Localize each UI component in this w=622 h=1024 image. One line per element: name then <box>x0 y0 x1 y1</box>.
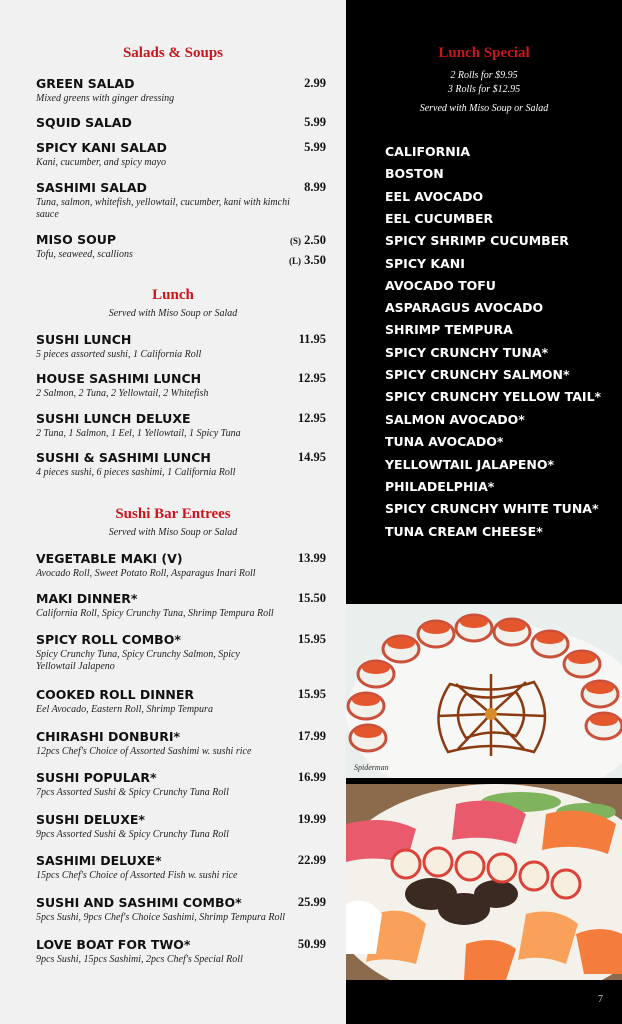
roll-item: EEL CUCUMBER <box>385 211 494 226</box>
page-number: 7 <box>598 994 603 1005</box>
lunch-subtitle: Served with Miso Soup or Salad <box>108 308 238 319</box>
roll-item: PHILADELPHIA* <box>385 479 495 494</box>
item-desc: Mixed greens with ginger dressing <box>36 93 175 104</box>
item-price: 19.99 <box>297 812 326 826</box>
item-desc: 7pcs Assorted Sushi & Spicy Crunchy Tuna Roll <box>36 787 229 798</box>
photo-caption: Spiderman <box>354 763 389 772</box>
item-price: 12.95 <box>297 371 326 385</box>
spiderman-roll-illustration <box>346 604 622 778</box>
item-name: SQUID SALAD <box>36 115 132 130</box>
size-label-small: (S) <box>290 236 301 246</box>
item-desc: 5 pieces assorted sushi, 1 California Roll <box>36 349 202 360</box>
item-name: CHIRASHI DONBURI* <box>36 729 181 744</box>
item-price-small: 2.50 <box>304 233 326 247</box>
roll-item: SPICY CRUNCHY TUNA* <box>385 345 549 360</box>
item-desc: 15pcs Chef's Choice of Assorted Fish w. sushi rice <box>36 870 238 881</box>
lunch-special-line1: 2 Rolls for $9.95 <box>450 70 518 81</box>
roll-item: SALMON AVOCADO* <box>385 412 525 427</box>
item-name: VEGETABLE MAKI (V) <box>36 551 183 566</box>
item-desc: 2 Tuna, 1 Salmon, 1 Eel, 1 Yellowtail, 1 Spicy Tuna <box>36 428 241 439</box>
item-desc: Tofu, seaweed, scallions <box>36 249 133 260</box>
price-large <box>289 253 326 268</box>
item-desc: Eel Avocado, Eastern Roll, Shrimp Tempura <box>36 704 213 715</box>
roll-item: SPICY CRUNCHY YELLOW TAIL* <box>385 389 602 404</box>
item-name: COOKED ROLL DINNER <box>36 687 195 702</box>
item-name: MISO SOUP <box>36 232 117 247</box>
salads-title: Salads & Soups <box>122 45 224 61</box>
item-name: SPICY ROLL COMBO* <box>36 632 181 647</box>
item-desc: 2 Salmon, 2 Tuna, 2 Yellowtail, 2 Whitefish <box>36 388 209 399</box>
item-name: HOUSE SASHIMI LUNCH <box>36 371 202 386</box>
price-small <box>290 233 326 248</box>
lunch-special-line2: 3 Rolls for $12.95 <box>447 84 521 95</box>
item-name: LOVE BOAT FOR TWO* <box>36 937 191 952</box>
lunch-special-line3: Served with Miso Soup or Salad <box>419 103 549 114</box>
item-price: 15.50 <box>297 591 326 605</box>
item-price: 8.99 <box>304 180 326 194</box>
sushi-platter-illustration <box>346 784 622 980</box>
roll-item: TUNA AVOCADO* <box>385 434 504 449</box>
roll-item: SPICY SHRIMP CUCUMBER <box>385 233 569 248</box>
item-price-large: 3.50 <box>304 253 326 267</box>
item-desc: California Roll, Spicy Crunchy Tuna, Shrimp Tempura Roll <box>36 608 274 619</box>
item-name: SUSHI AND SASHIMI COMBO* <box>36 895 242 910</box>
item-desc: 9pcs Sushi, 15pcs Sashimi, 2pcs Chef's Special Roll <box>36 954 243 965</box>
item-desc: Kani, cucumber, and spicy mayo <box>36 157 166 168</box>
item-name: GREEN SALAD <box>36 76 135 91</box>
item-name: SPICY KANI SALAD <box>36 140 167 155</box>
item-name: SUSHI DELUXE* <box>36 812 145 827</box>
lunch-special-title: Lunch Special <box>438 45 530 61</box>
item-price: 11.95 <box>298 332 326 346</box>
item-name: SASHIMI DELUXE* <box>36 853 162 868</box>
menu-item-miso-soup <box>36 232 326 272</box>
item-price: 14.95 <box>297 450 326 464</box>
item-desc: Tuna, salmon, whitefish, yellowtail, cucumber, kani with kimchi sauce <box>36 197 290 220</box>
item-price: 13.99 <box>297 551 326 565</box>
item-price: 50.99 <box>297 937 326 951</box>
lunch-title: Lunch <box>152 287 194 303</box>
item-desc: 4 pieces sushi, 6 pieces sashimi, 1 California Roll <box>36 467 236 478</box>
item-price: 15.95 <box>297 632 326 646</box>
spiderman-roll-photo <box>346 604 622 778</box>
item-price: 15.95 <box>297 687 326 701</box>
item-name: SUSHI LUNCH DELUXE <box>36 411 191 426</box>
item-price: 22.99 <box>297 853 326 867</box>
item-name: SASHIMI SALAD <box>36 180 147 195</box>
roll-item: AVOCADO TOFU <box>385 278 496 293</box>
entrees-title: Sushi Bar Entrees <box>115 506 231 522</box>
size-label-large: (L) <box>289 256 301 266</box>
roll-item: SPICY KANI <box>385 256 465 271</box>
item-desc: 9pcs Assorted Sushi & Spicy Crunchy Tuna Roll <box>36 829 229 840</box>
item-price: 25.99 <box>297 895 326 909</box>
item-desc: 12pcs Chef's Choice of Assorted Sashimi w. sushi rice <box>36 746 252 757</box>
roll-item: EEL AVOCADO <box>385 189 484 204</box>
item-name: SUSHI LUNCH <box>36 332 132 347</box>
roll-item: SPICY CRUNCHY WHITE TUNA* <box>385 501 599 516</box>
item-price: 16.99 <box>297 770 326 784</box>
item-desc: Spicy Crunchy Tuna, Spicy Crunchy Salmon, Spicy Yellowtail Jalapeno <box>36 649 240 672</box>
sushi-platter-photo <box>346 784 622 980</box>
item-price: 2.99 <box>304 76 326 90</box>
item-desc: 5pcs Sushi, 9pcs Chef's Choice Sashimi, Shrimp Tempura Roll <box>36 912 285 923</box>
roll-item: ASPARAGUS AVOCADO <box>385 300 544 315</box>
item-name: SUSHI POPULAR* <box>36 770 157 785</box>
roll-item: SPICY CRUNCHY SALMON* <box>385 367 570 382</box>
roll-item: SHRIMP TEMPURA <box>385 322 513 337</box>
item-desc: Avocado Roll, Sweet Potato Roll, Asparagus Inari Roll <box>36 568 256 579</box>
item-price: 17.99 <box>297 729 326 743</box>
roll-item: YELLOWTAIL JALAPENO* <box>385 457 554 472</box>
item-price: 12.95 <box>297 411 326 425</box>
item-name: MAKI DINNER* <box>36 591 138 606</box>
item-price: 5.99 <box>304 115 326 129</box>
roll-item: BOSTON <box>385 166 444 181</box>
roll-item: TUNA CREAM CHEESE* <box>385 524 543 539</box>
entrees-subtitle: Served with Miso Soup or Salad <box>108 527 238 538</box>
item-name: SUSHI & SASHIMI LUNCH <box>36 450 211 465</box>
item-price: 5.99 <box>304 140 326 154</box>
roll-item: CALIFORNIA <box>385 144 471 159</box>
